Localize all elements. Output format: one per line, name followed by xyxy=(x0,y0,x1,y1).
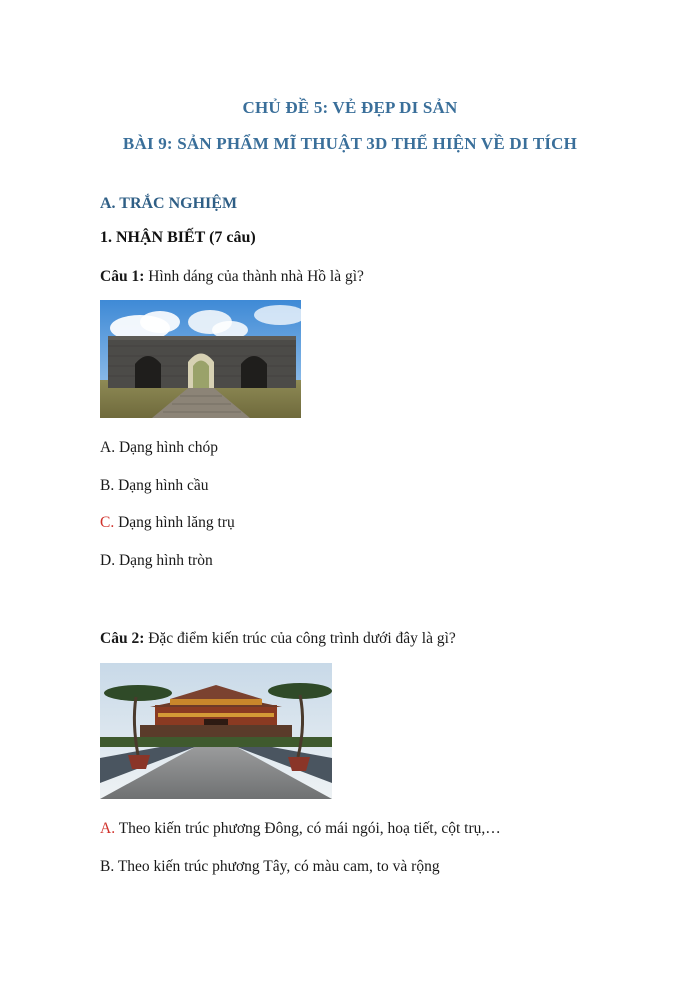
q1-option-c-text: Dạng hình lăng trụ xyxy=(118,514,235,531)
q2-option-b xyxy=(100,858,440,876)
q1-option-b xyxy=(100,477,208,495)
q2-option-a-letter: A. xyxy=(100,820,116,837)
q1-option-b-letter: B. xyxy=(100,477,115,494)
question-2-label: Câu 2: xyxy=(100,630,145,647)
q1-option-a xyxy=(100,439,218,457)
q1-option-a-text: Dạng hình chóp xyxy=(118,439,218,456)
question-1-label: Câu 1: xyxy=(100,268,145,285)
section-a-heading: A. TRẮC NGHIỆM xyxy=(100,195,238,212)
q1-option-d-text: Dạng hình tròn xyxy=(118,552,213,569)
question-1 xyxy=(100,268,364,286)
q1-option-c-letter: C. xyxy=(100,514,115,531)
q1-option-c xyxy=(100,514,235,532)
q2-option-b-letter: B. xyxy=(100,858,115,875)
question-1-text: Hình dáng của thành nhà Hồ là gì? xyxy=(148,268,364,285)
hue-citadel-photo xyxy=(100,663,332,799)
question-2 xyxy=(100,630,456,648)
q2-option-b-text: Theo kiến trúc phương Tây, có màu cam, to và rộng xyxy=(117,858,440,875)
q2-option-a xyxy=(100,820,501,838)
q2-option-a-text: Theo kiến trúc phương Đông, có mái ngói, hoạ tiết, cột trụ,… xyxy=(118,820,501,837)
q1-option-d-letter: D. xyxy=(100,552,116,569)
question-2-text: Đặc điểm kiến trúc của công trình dưới đây là gì? xyxy=(148,630,456,647)
topic-title: CHỦ ĐỀ 5: VẺ ĐẸP DI SẢN xyxy=(242,98,458,117)
q1-option-b-text: Dạng hình cầu xyxy=(118,477,209,494)
ho-citadel-photo xyxy=(100,300,301,418)
lesson-title: BÀI 9: SẢN PHẨM MĨ THUẬT 3D THỂ HIỆN VỀ DI TÍCH xyxy=(122,134,578,153)
q1-option-d xyxy=(100,552,213,570)
section-1-heading: 1. NHẬN BIẾT (7 câu) xyxy=(100,229,256,246)
q1-option-a-letter: A. xyxy=(100,439,116,456)
